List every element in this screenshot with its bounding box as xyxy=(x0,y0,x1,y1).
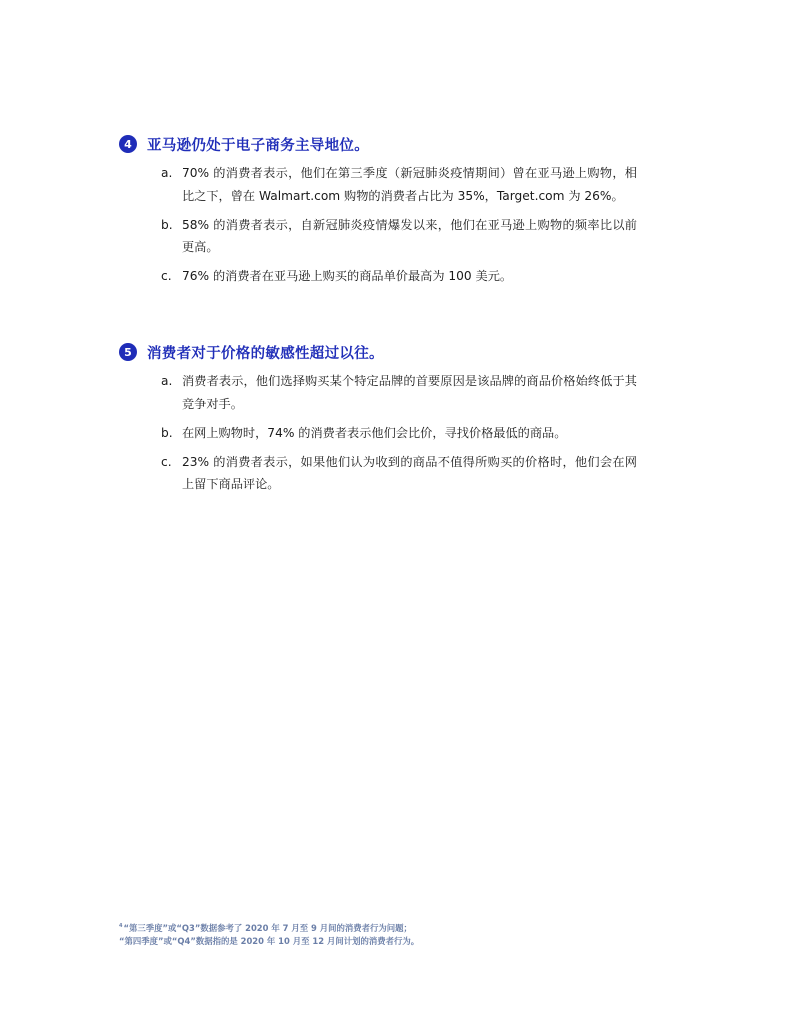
footnote-text: “第三季度”或“Q3”数据参考了 2020 年 7 月至 9 月间的消费者行为问题； xyxy=(123,922,412,933)
list-item-letter: b. xyxy=(161,425,173,440)
list-item-text: 70% 的消费者表示，他们在第三季度（新冠肺炎疫情期间）曾在亚马逊上购物，相比之下，曾在 Walmart.com 购物的消费者占比为 35%，Target.com 为 26%。 xyxy=(182,166,637,203)
list-item-letter: c. xyxy=(161,454,172,469)
section-title: 消费者对于价格的敏感性超过以往。 xyxy=(147,345,384,362)
footnote-line xyxy=(119,920,679,935)
footnote-marker: 4 xyxy=(119,923,123,929)
section-price-sensitivity xyxy=(119,342,659,491)
list-item-letter: b. xyxy=(161,217,173,232)
list-item xyxy=(161,162,637,207)
list-item-letter: a. xyxy=(161,374,173,388)
list-item xyxy=(161,214,637,259)
list-item-text: 23% 的消费者表示，如果他们认为收到的商品不值得所购买的价格时，他们会在网上留下商品评论。 xyxy=(182,454,637,491)
section-number-badge: 4 xyxy=(119,135,137,153)
section-list xyxy=(161,370,637,502)
section-number-badge: 5 xyxy=(119,343,137,361)
footnote xyxy=(119,920,679,948)
list-item-text: 在网上购物时，74% 的消费者表示他们会比价，寻找价格最低的商品。 xyxy=(182,425,567,440)
footnote-line xyxy=(119,935,679,948)
section-heading xyxy=(119,134,659,154)
list-item-text: 76% 的消费者在亚马逊上购买的商品单价最高为 100 美元。 xyxy=(182,269,513,283)
section-heading xyxy=(119,342,659,362)
list-item-letter: c. xyxy=(161,269,172,283)
footnote-text: “第四季度”或“Q4”数据指的是 2020 年 10 月至 12 月间计划的消费者行为。 xyxy=(119,935,420,946)
section-list xyxy=(161,162,637,294)
list-item xyxy=(161,265,637,288)
section-amazon-dominance xyxy=(119,134,659,283)
section-title: 亚马逊仍处于电子商务主导地位。 xyxy=(147,137,369,154)
list-item xyxy=(161,451,637,496)
list-item-text: 消费者表示，他们选择购买某个特定品牌的首要原因是该品牌的商品价格始终低于其竞争对手。 xyxy=(182,374,637,411)
list-item-letter: a. xyxy=(161,166,173,180)
list-item-text: 58% 的消费者表示，自新冠肺炎疫情爆发以来，他们在亚马逊上购物的频率比以前更高。 xyxy=(182,217,637,254)
list-item xyxy=(161,370,637,415)
list-item xyxy=(161,422,637,445)
